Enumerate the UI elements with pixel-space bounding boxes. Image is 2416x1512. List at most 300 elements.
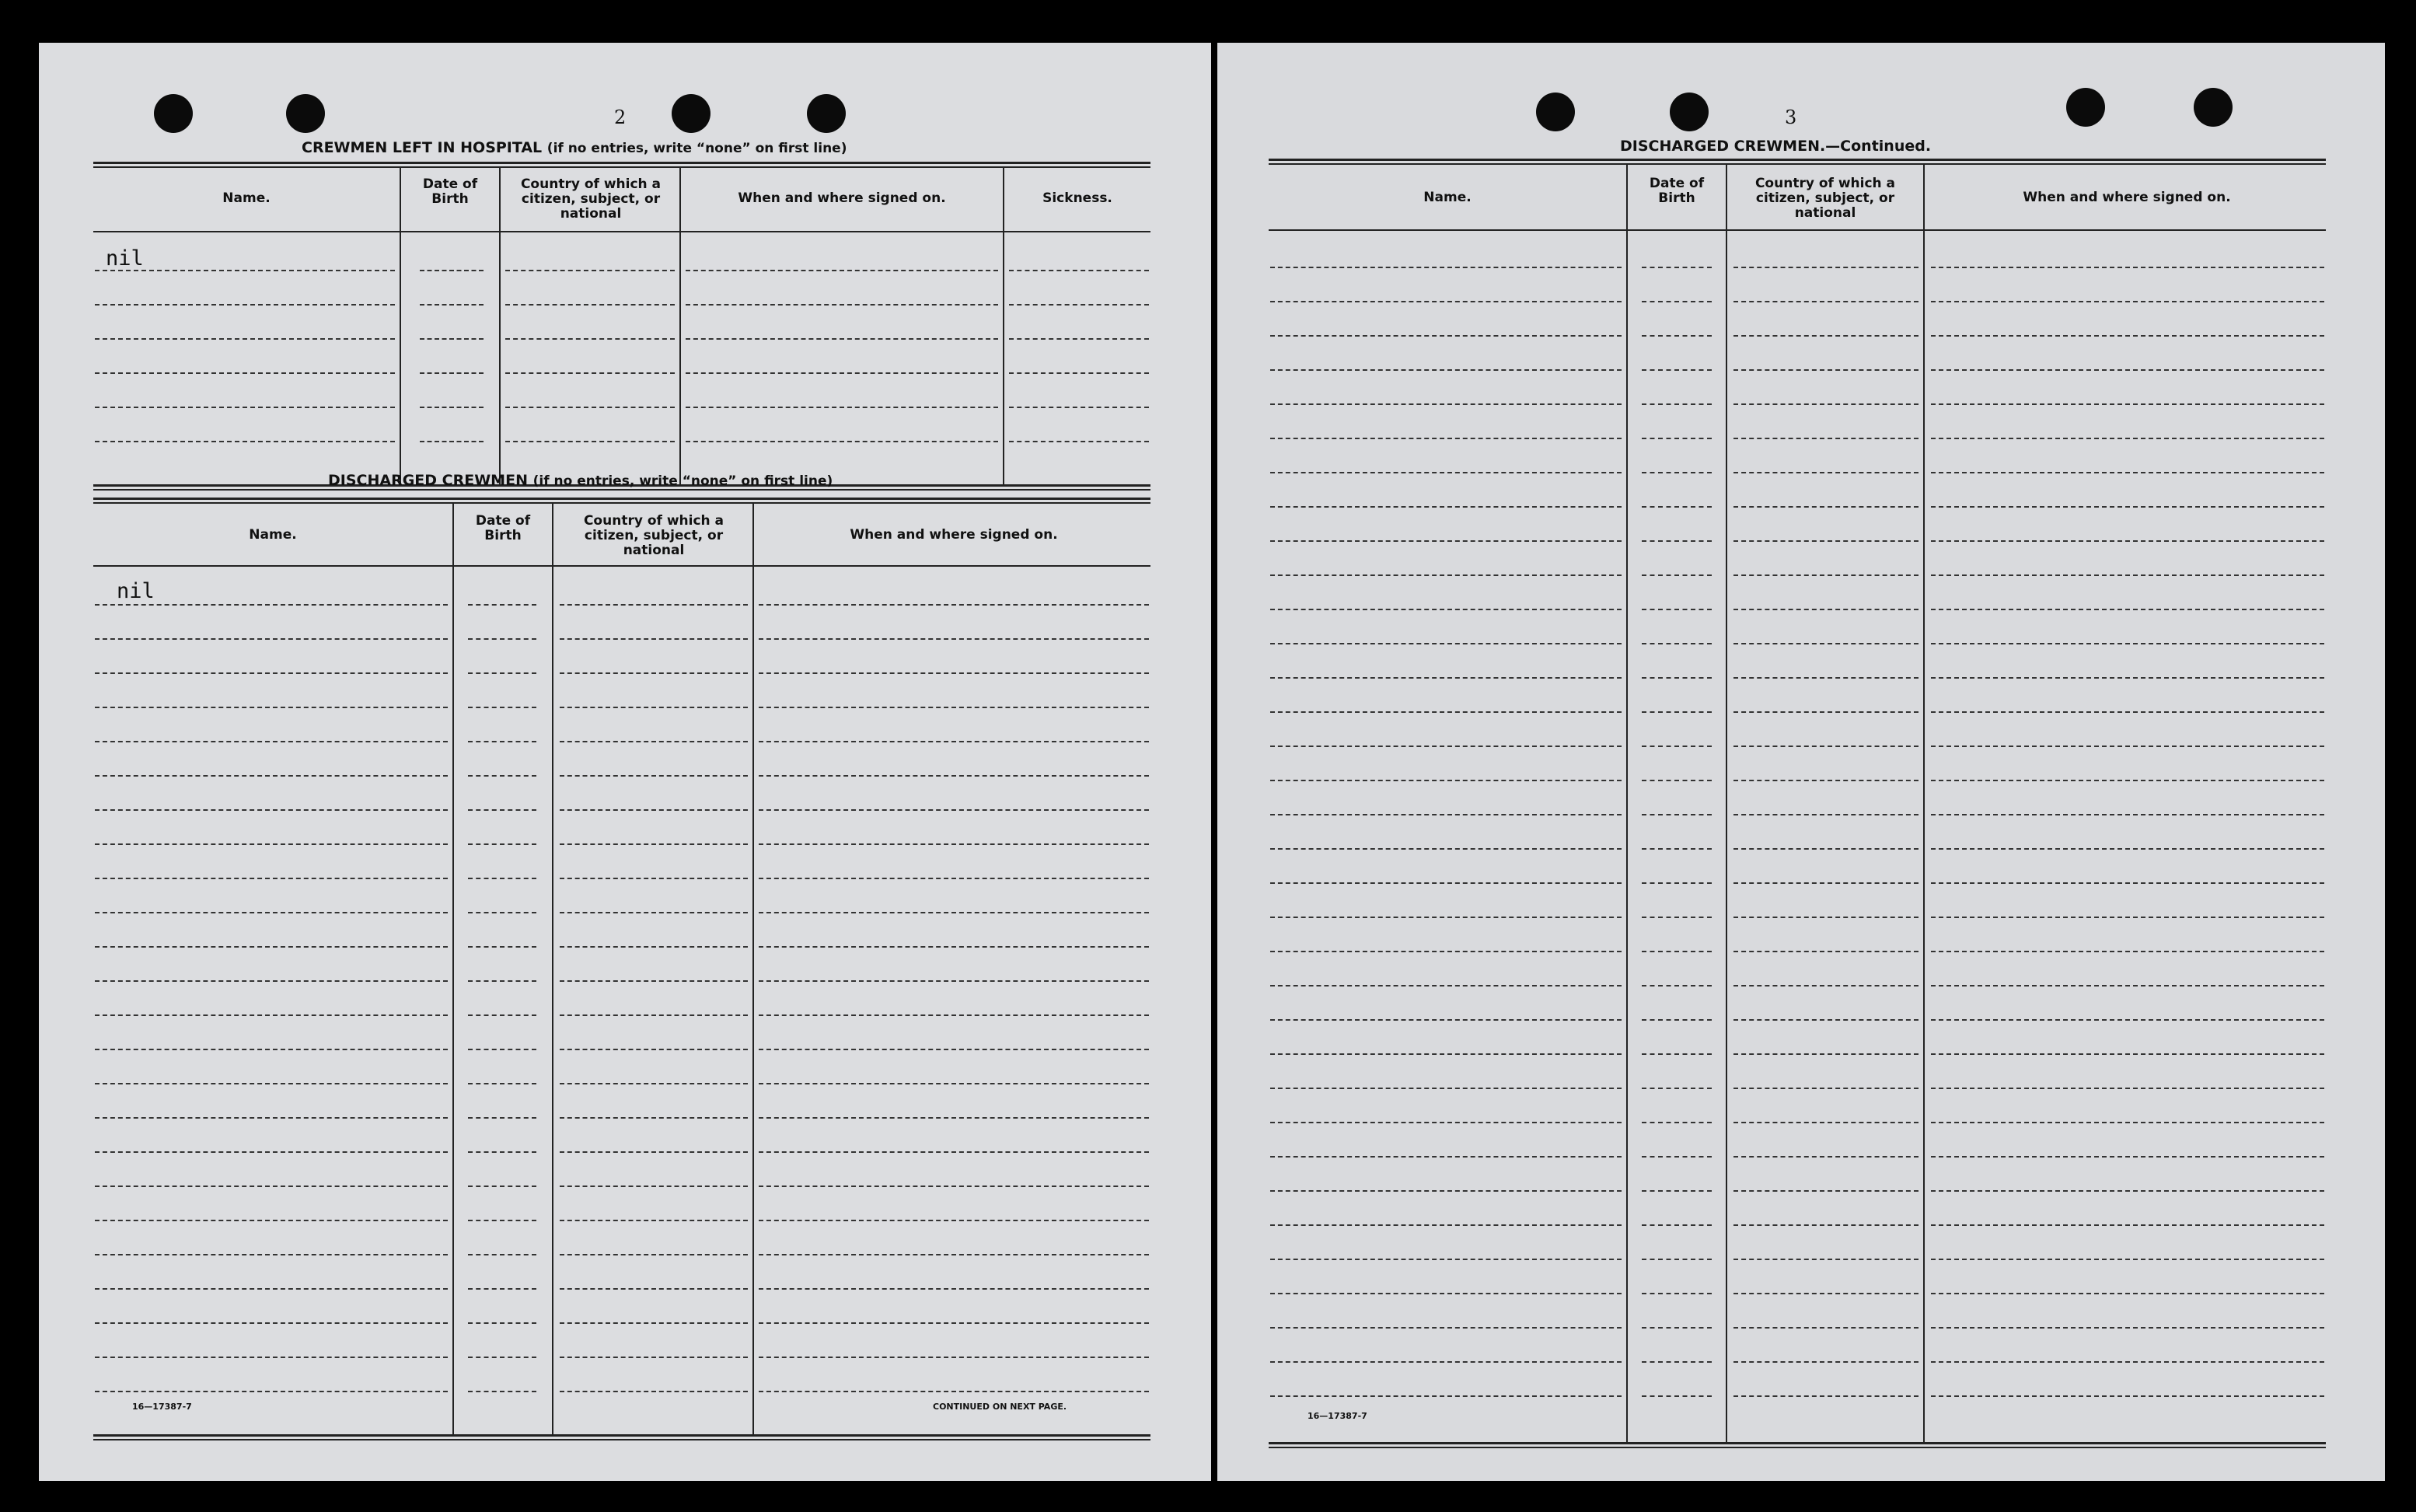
header-rule	[93, 565, 1150, 567]
hospital-section-title: CREWMEN LEFT IN HOSPITAL (if no entries, write “none” on first line)	[302, 139, 847, 156]
entry-line	[560, 980, 748, 982]
rule	[1269, 1442, 2326, 1448]
entry-line	[759, 1254, 1149, 1255]
entry-line	[1642, 814, 1712, 815]
header-name: Name.	[1423, 190, 1472, 205]
entry-line	[1270, 1088, 1622, 1089]
entry-line	[1931, 711, 2324, 713]
entry-line	[1931, 472, 2324, 473]
entry-line	[1270, 917, 1622, 918]
entry-line	[1733, 1224, 1918, 1226]
entry-line	[560, 672, 748, 674]
entry-line	[95, 775, 448, 777]
entry-line	[468, 1322, 536, 1324]
entry-line	[1642, 1395, 1712, 1397]
entry-line	[1642, 1156, 1712, 1158]
entry-line	[95, 1186, 448, 1187]
entry-line	[1931, 403, 2324, 405]
punch-hole	[807, 94, 846, 133]
entry-line	[1642, 1327, 1712, 1329]
entry-line	[1270, 985, 1622, 986]
discharged-first-entry: nil	[117, 579, 155, 603]
entry-line	[1733, 1259, 1918, 1260]
entry-line	[560, 741, 748, 742]
entry-line	[1642, 1053, 1712, 1055]
entry-line	[95, 980, 448, 982]
entry-line	[560, 1254, 748, 1255]
entry-line	[95, 270, 395, 271]
entry-line	[560, 1117, 748, 1119]
entry-line	[1642, 848, 1712, 850]
entry-line	[1733, 848, 1918, 850]
entry-line	[95, 1151, 448, 1153]
entry-line	[560, 1151, 748, 1153]
entry-line	[1270, 814, 1622, 815]
entry-line	[1931, 780, 2324, 781]
entry-line	[1270, 403, 1622, 405]
page-number: 2	[614, 107, 627, 128]
entry-line	[1642, 643, 1712, 644]
header-when-where: When and where signed on.	[2023, 190, 2231, 205]
entry-line	[1642, 267, 1712, 268]
header-country: Country of which a citizen, subject, or national	[583, 513, 724, 558]
entry-line	[1931, 506, 2324, 508]
column-divider	[452, 503, 454, 1436]
entry-line	[1931, 1293, 2324, 1294]
entry-line	[1642, 917, 1712, 918]
entry-line	[95, 441, 395, 442]
entry-line	[468, 843, 536, 845]
header-date-of-birth: Date of Birth	[1649, 176, 1705, 206]
entry-line	[1642, 985, 1712, 986]
entry-line	[1931, 643, 2324, 644]
entry-line	[95, 372, 395, 374]
entry-line	[759, 1049, 1149, 1050]
entry-line	[1931, 1053, 2324, 1055]
entry-line	[468, 1049, 536, 1050]
entry-line	[686, 441, 998, 442]
entry-line	[1642, 746, 1712, 747]
footer-form-code: 16—17387-7	[132, 1402, 192, 1412]
header-rule	[93, 231, 1150, 232]
punch-hole	[672, 94, 710, 133]
entry-line	[1733, 335, 1918, 337]
entry-line	[1931, 609, 2324, 610]
entry-line	[560, 604, 748, 606]
entry-line	[1733, 403, 1918, 405]
entry-line	[468, 1151, 536, 1153]
entry-line	[95, 1083, 448, 1084]
entry-line	[1009, 304, 1149, 306]
entry-line	[95, 1220, 448, 1221]
entry-line	[560, 946, 748, 948]
entry-line	[1642, 1190, 1712, 1192]
rule	[93, 1434, 1150, 1440]
entry-line	[1733, 951, 1918, 952]
entry-line	[95, 304, 395, 306]
entry-line	[1931, 848, 2324, 850]
entry-line	[1733, 1156, 1918, 1158]
entry-line	[1733, 540, 1918, 542]
entry-line	[759, 604, 1149, 606]
entry-line	[95, 407, 395, 408]
entry-line	[1931, 814, 2324, 815]
rule	[93, 498, 1150, 504]
entry-line	[95, 1391, 448, 1392]
discharged-section-title: DISCHARGED CREWMEN (if no entries, write “none” on first line)	[328, 472, 833, 489]
entry-line	[95, 1049, 448, 1050]
entry-line	[1642, 301, 1712, 302]
column-divider	[552, 503, 553, 1436]
entry-line	[1642, 677, 1712, 679]
entry-line	[95, 672, 448, 674]
entry-line	[468, 672, 536, 674]
header-when-where: When and where signed on.	[850, 527, 1058, 543]
entry-line	[505, 407, 675, 408]
header-name: Name.	[249, 527, 297, 543]
entry-line	[95, 1357, 448, 1358]
entry-line	[1270, 1361, 1622, 1363]
entry-line	[1733, 1361, 1918, 1363]
entry-line	[1733, 369, 1918, 371]
column-divider	[499, 167, 501, 486]
entry-line	[420, 407, 484, 408]
entry-line	[759, 707, 1149, 708]
entry-line	[560, 1083, 748, 1084]
entry-line	[1931, 1259, 2324, 1260]
entry-line	[1733, 1190, 1918, 1192]
entry-line	[95, 809, 448, 811]
entry-line	[1270, 472, 1622, 473]
entry-line	[468, 1220, 536, 1221]
hospital-first-entry: nil	[106, 246, 144, 271]
right-page	[1217, 43, 2385, 1481]
entry-line	[759, 1186, 1149, 1187]
entry-line	[1642, 403, 1712, 405]
entry-line	[1931, 677, 2324, 679]
entry-line	[505, 372, 675, 374]
entry-line	[95, 843, 448, 845]
entry-line	[1270, 643, 1622, 644]
entry-line	[1270, 1259, 1622, 1260]
entry-line	[95, 1254, 448, 1255]
header-when-where: When and where signed on.	[738, 190, 946, 206]
entry-line	[1270, 369, 1622, 371]
entry-line	[468, 809, 536, 811]
entry-line	[1642, 1259, 1712, 1260]
entry-line	[95, 741, 448, 742]
entry-line	[1009, 338, 1149, 340]
entry-line	[1270, 1122, 1622, 1123]
entry-line	[468, 980, 536, 982]
entry-line	[1270, 1395, 1622, 1397]
entry-line	[1931, 267, 2324, 268]
entry-line	[560, 878, 748, 879]
rule	[1269, 159, 2326, 165]
entry-line	[468, 1391, 536, 1392]
entry-line	[759, 1391, 1149, 1392]
entry-line	[686, 372, 998, 374]
page-number: 3	[1785, 107, 1797, 128]
punch-hole	[2194, 88, 2233, 127]
entry-line	[560, 1357, 748, 1358]
entry-line	[420, 372, 484, 374]
entry-line	[1642, 1293, 1712, 1294]
header-date-of-birth: Date of Birth	[422, 176, 478, 207]
entry-line	[1642, 1088, 1712, 1089]
entry-line	[420, 270, 484, 271]
entry-line	[560, 1186, 748, 1187]
entry-line	[420, 338, 484, 340]
rule	[93, 162, 1150, 168]
entry-line	[1733, 814, 1918, 815]
entry-line	[505, 270, 675, 271]
entry-line	[759, 1151, 1149, 1153]
entry-line	[1733, 1019, 1918, 1021]
entry-line	[560, 707, 748, 708]
entry-line	[560, 1220, 748, 1221]
entry-line	[1270, 1053, 1622, 1055]
column-divider	[679, 167, 681, 486]
entry-line	[1270, 335, 1622, 337]
entry-line	[468, 741, 536, 742]
entry-line	[468, 946, 536, 948]
entry-line	[1642, 369, 1712, 371]
entry-line	[1733, 472, 1918, 473]
entry-line	[1931, 438, 2324, 439]
entry-line	[468, 1117, 536, 1119]
entry-line	[1733, 917, 1918, 918]
entry-line	[1642, 1019, 1712, 1021]
entry-line	[468, 878, 536, 879]
entry-line	[95, 707, 448, 708]
entry-line	[1270, 301, 1622, 302]
entry-line	[1931, 1019, 2324, 1021]
entry-line	[1733, 1122, 1918, 1123]
entry-line	[420, 441, 484, 442]
entry-line	[1733, 1088, 1918, 1089]
entry-line	[1931, 540, 2324, 542]
entry-line	[1642, 506, 1712, 508]
entry-line	[95, 1288, 448, 1290]
entry-line	[759, 980, 1149, 982]
entry-line	[95, 946, 448, 948]
entry-line	[1733, 711, 1918, 713]
entry-line	[468, 912, 536, 913]
entry-line	[1931, 574, 2324, 576]
entry-line	[560, 912, 748, 913]
punch-hole	[286, 94, 325, 133]
entry-line	[1733, 609, 1918, 610]
entry-line	[1931, 301, 2324, 302]
entry-line	[759, 946, 1149, 948]
entry-line	[1931, 746, 2324, 747]
entry-line	[759, 1014, 1149, 1016]
entry-line	[759, 1288, 1149, 1290]
entry-line	[1270, 574, 1622, 576]
header-sickness: Sickness.	[1042, 190, 1112, 206]
entry-line	[1931, 882, 2324, 884]
entry-line	[759, 1117, 1149, 1119]
entry-line	[468, 1186, 536, 1187]
column-divider	[1726, 164, 1727, 1443]
entry-line	[468, 1288, 536, 1290]
footer-form-code: 16—17387-7	[1308, 1411, 1367, 1421]
entry-line	[1733, 780, 1918, 781]
entry-line	[1733, 1053, 1918, 1055]
entry-line	[560, 843, 748, 845]
entry-line	[759, 741, 1149, 742]
entry-line	[1733, 643, 1918, 644]
entry-line	[1270, 1156, 1622, 1158]
entry-line	[505, 441, 675, 442]
entry-line	[759, 638, 1149, 640]
entry-line	[1931, 951, 2324, 952]
entry-line	[1270, 746, 1622, 747]
entry-line	[686, 304, 998, 306]
entry-line	[1642, 711, 1712, 713]
entry-line	[1270, 1019, 1622, 1021]
entry-line	[468, 604, 536, 606]
entry-line	[1931, 1395, 2324, 1397]
column-divider	[1003, 167, 1004, 486]
header-rule	[1269, 229, 2326, 231]
entry-line	[1733, 1293, 1918, 1294]
entry-line	[1733, 438, 1918, 439]
punch-hole	[154, 94, 193, 133]
entry-line	[1642, 609, 1712, 610]
header-date-of-birth: Date of Birth	[475, 513, 531, 543]
discharged-continued-title: DISCHARGED CREWMEN.—Continued.	[1620, 138, 1932, 155]
entry-line	[560, 1049, 748, 1050]
entry-line	[1009, 372, 1149, 374]
entry-line	[1642, 472, 1712, 473]
header-country: Country of which a citizen, subject, or national	[520, 176, 662, 222]
entry-line	[505, 304, 675, 306]
entry-line	[468, 638, 536, 640]
column-divider	[1923, 164, 1925, 1443]
entry-line	[1642, 1224, 1712, 1226]
entry-line	[1270, 848, 1622, 850]
header-country: Country of which a citizen, subject, or national	[1754, 176, 1896, 221]
entry-line	[759, 1220, 1149, 1221]
entry-line	[95, 912, 448, 913]
entry-line	[1009, 270, 1149, 271]
entry-line	[1642, 1122, 1712, 1123]
entry-line	[1733, 1327, 1918, 1329]
column-divider	[1626, 164, 1628, 1443]
entry-line	[468, 1014, 536, 1016]
entry-line	[468, 775, 536, 777]
column-divider	[752, 503, 754, 1436]
entry-line	[1642, 951, 1712, 952]
entry-line	[468, 1254, 536, 1255]
entry-line	[1270, 1327, 1622, 1329]
entry-line	[1270, 267, 1622, 268]
entry-line	[1931, 1190, 2324, 1192]
entry-line	[1931, 1224, 2324, 1226]
entry-line	[1270, 506, 1622, 508]
entry-line	[1270, 540, 1622, 542]
punch-hole	[1670, 93, 1709, 131]
footer-continued: CONTINUED ON NEXT PAGE.	[933, 1402, 1067, 1412]
entry-line	[1270, 438, 1622, 439]
entry-line	[560, 638, 748, 640]
entry-line	[759, 878, 1149, 879]
entry-line	[560, 1391, 748, 1392]
entry-line	[759, 775, 1149, 777]
entry-line	[468, 1357, 536, 1358]
entry-line	[1733, 677, 1918, 679]
entry-line	[1733, 506, 1918, 508]
entry-line	[686, 407, 998, 408]
entry-line	[95, 604, 448, 606]
entry-line	[759, 1322, 1149, 1324]
entry-line	[759, 843, 1149, 845]
entry-line	[1270, 951, 1622, 952]
left-page	[39, 43, 1211, 1481]
entry-line	[1931, 1156, 2324, 1158]
entry-line	[1270, 780, 1622, 781]
entry-line	[1270, 677, 1622, 679]
entry-line	[1270, 1224, 1622, 1226]
entry-line	[95, 1322, 448, 1324]
entry-line	[560, 1288, 748, 1290]
entry-line	[505, 338, 675, 340]
entry-line	[560, 809, 748, 811]
entry-line	[1642, 1361, 1712, 1363]
entry-line	[1931, 1122, 2324, 1123]
entry-line	[1931, 335, 2324, 337]
entry-line	[1931, 1361, 2324, 1363]
entry-line	[1733, 301, 1918, 302]
entry-line	[759, 672, 1149, 674]
entry-line	[420, 304, 484, 306]
entry-line	[95, 1014, 448, 1016]
entry-line	[759, 912, 1149, 913]
entry-line	[1642, 335, 1712, 337]
entry-line	[1931, 917, 2324, 918]
header-name: Name.	[222, 190, 271, 206]
entry-line	[1642, 574, 1712, 576]
entry-line	[560, 1322, 748, 1324]
entry-line	[468, 707, 536, 708]
entry-line	[1009, 441, 1149, 442]
entry-line	[759, 1083, 1149, 1084]
entry-line	[759, 1357, 1149, 1358]
entry-line	[1270, 711, 1622, 713]
entry-line	[560, 775, 748, 777]
entry-line	[1931, 1327, 2324, 1329]
entry-line	[1931, 1088, 2324, 1089]
entry-line	[1642, 540, 1712, 542]
entry-line	[95, 638, 448, 640]
entry-line	[686, 270, 998, 271]
entry-line	[686, 338, 998, 340]
entry-line	[1270, 882, 1622, 884]
entry-line	[1733, 882, 1918, 884]
entry-line	[95, 338, 395, 340]
entry-line	[759, 809, 1149, 811]
entry-line	[1733, 1395, 1918, 1397]
entry-line	[1642, 780, 1712, 781]
entry-line	[1931, 369, 2324, 371]
punch-hole	[2066, 88, 2105, 127]
punch-hole	[1536, 93, 1575, 131]
entry-line	[468, 1083, 536, 1084]
entry-line	[1931, 985, 2324, 986]
entry-line	[1270, 1190, 1622, 1192]
